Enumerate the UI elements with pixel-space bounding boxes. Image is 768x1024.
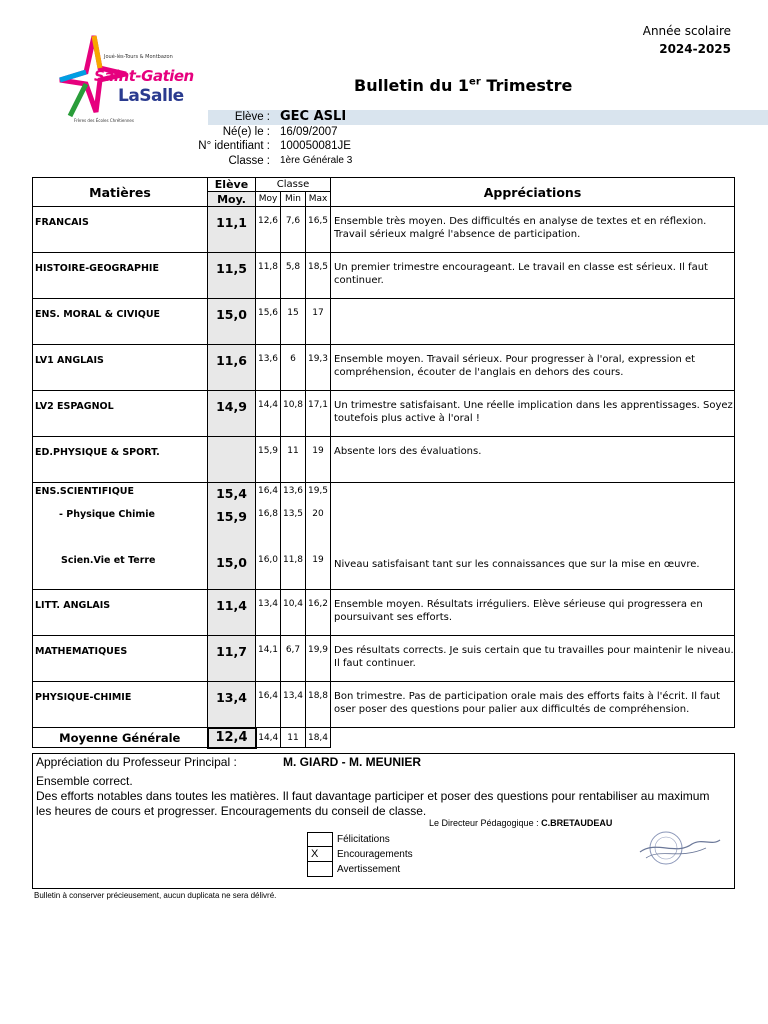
class-min: 10,8 <box>281 391 306 437</box>
header-class-max: Max <box>306 192 331 207</box>
director <box>429 818 612 828</box>
class-min: 11,8 <box>282 555 304 565</box>
student-average: 11,6 <box>208 345 256 391</box>
class-average: 13,6 <box>256 345 281 391</box>
class-max: 19 <box>312 555 324 565</box>
general-class-average: 14,4 <box>256 728 281 748</box>
principal-comment <box>36 774 726 819</box>
signature-stamp-icon <box>636 826 722 870</box>
class-average: 12,6 <box>256 207 281 253</box>
principal-label: Appréciation du Professeur Principal : <box>36 755 237 769</box>
subject-name: ENS. MORAL & CIVIQUE <box>33 299 208 345</box>
student-average: 15,0 <box>216 555 247 570</box>
subject-name: HISTOIRE-GEOGRAPHIE <box>33 253 208 299</box>
class-max: 18,8 <box>306 682 331 728</box>
check-row-encouragements <box>307 847 413 862</box>
class-average: 14,1 <box>256 636 281 682</box>
student-average: 13,4 <box>208 682 256 728</box>
table-row <box>33 590 735 636</box>
class-min: 6 <box>281 345 306 391</box>
class-average: 15,9 <box>256 437 281 483</box>
class-max: 19,5 <box>307 486 329 496</box>
table-row <box>33 391 735 437</box>
class-max: 20 <box>312 509 324 519</box>
student-class: 1ère Générale 3 <box>280 154 353 166</box>
logo-tagline-bottom: Frères des Écoles Chrétiennes <box>74 118 134 123</box>
table-row <box>33 253 735 299</box>
check-box-encouragements: X <box>307 847 333 862</box>
subject-name: PHYSIQUE-CHIMIE <box>33 682 208 728</box>
decision-checks <box>307 832 413 877</box>
subject-name: LITT. ANGLAIS <box>33 590 208 636</box>
general-average-row <box>33 728 735 748</box>
class-min: 15 <box>281 299 306 345</box>
class-min: 5,8 <box>281 253 306 299</box>
student-id-label: N° identifiant : <box>198 140 270 152</box>
table-row-sciences <box>33 483 735 590</box>
subject-name: FRANCAIS <box>33 207 208 253</box>
class-max: 16,2 <box>306 590 331 636</box>
student-birth-row <box>160 125 768 140</box>
check-box-avertissement <box>307 862 333 877</box>
class-average: 15,6 <box>256 299 281 345</box>
subject-name: - Physique Chimie <box>59 509 155 520</box>
class-max: 19,9 <box>306 636 331 682</box>
principal-comment-line: Ensemble correct. <box>36 774 133 788</box>
director-name: C.BRETAUDEAU <box>541 818 613 828</box>
logo-tagline-top: Joué-lès-Tours & Montbazon <box>104 54 173 60</box>
subject-name: ENS.SCIENTIFIQUE <box>35 486 134 497</box>
appreciation: Des résultats corrects. Je suis certain que tu travailles pour maintenir le niveau. Il faut continuer. <box>331 636 735 682</box>
subject-name: ED.PHYSIQUE & SPORT. <box>33 437 208 483</box>
header-classe: Classe <box>256 178 331 192</box>
student-class-row <box>160 154 768 169</box>
student-average: 15,4 <box>216 486 247 501</box>
student-average: 11,4 <box>208 590 256 636</box>
class-max: 17,1 <box>306 391 331 437</box>
student-average: 15,0 <box>208 299 256 345</box>
appreciation: Un premier trimestre encourageant. Le travail en classe est sérieux. Il faut continuer. <box>331 253 735 299</box>
general-average-value: 12,4 <box>208 728 256 748</box>
class-average: 13,4 <box>256 590 281 636</box>
class-average: 16,8 <box>257 509 279 519</box>
class-min: 13,4 <box>281 682 306 728</box>
table-row <box>33 207 735 253</box>
student-id-row <box>160 139 768 154</box>
header-class-moy: Moy <box>256 192 281 207</box>
subject-name: Scien.Vie et Terre <box>61 555 156 566</box>
grades-table <box>32 177 735 749</box>
class-max: 19 <box>306 437 331 483</box>
check-box-felicitations <box>307 832 333 847</box>
class-min: 6,7 <box>281 636 306 682</box>
title-main: Bulletin du 1 <box>354 76 470 95</box>
student-name-label: Elève : <box>234 111 270 123</box>
check-label-avertissement: Avertissement <box>337 864 401 875</box>
logo-name-line2: LaSalle <box>118 86 184 106</box>
school-year-value: 2024-2025 <box>659 42 731 56</box>
school-year <box>643 22 731 58</box>
class-average: 16,4 <box>256 682 281 728</box>
class-max-cell <box>306 483 331 590</box>
subject-name: MATHEMATIQUES <box>33 636 208 682</box>
student-average: 15,9 <box>216 509 247 524</box>
class-min: 13,5 <box>282 509 304 519</box>
principal-names: M. GIARD - M. MEUNIER <box>283 755 421 769</box>
class-min: 7,6 <box>281 207 306 253</box>
page-title <box>354 76 572 95</box>
student-birth-label: Né(e) le : <box>222 125 270 138</box>
general-class-max: 18,4 <box>306 728 331 748</box>
table-row <box>33 682 735 728</box>
class-average-cell <box>256 483 281 590</box>
check-row-felicitations <box>307 832 413 847</box>
student-average: 11,7 <box>208 636 256 682</box>
student-average: 11,1 <box>208 207 256 253</box>
appreciation: Absente lors des évaluations. <box>331 437 735 483</box>
class-min-cell <box>281 483 306 590</box>
subject-name: LV2 ESPAGNOL <box>33 391 208 437</box>
check-row-avertissement <box>307 862 413 877</box>
student-average-cell <box>208 483 256 590</box>
subject-name-cell <box>33 483 208 590</box>
student-info <box>160 110 768 168</box>
appreciation: Bon trimestre. Pas de participation orale mais des efforts faits à l'écrit. Il faut oser poser des questions pour palier aux difficultés de compréhension. <box>331 682 735 728</box>
table-row <box>33 437 735 483</box>
check-label-encouragements: Encouragements <box>337 849 413 860</box>
student-id: 100050081JE <box>280 140 351 152</box>
class-max: 18,5 <box>306 253 331 299</box>
header-appreciations: Appréciations <box>331 178 735 207</box>
class-max: 19,3 <box>306 345 331 391</box>
principal-appreciation-box <box>32 753 735 889</box>
table-row <box>33 636 735 682</box>
class-min: 13,6 <box>282 486 304 496</box>
header-moy: Moy. <box>208 192 256 207</box>
class-max: 17 <box>306 299 331 345</box>
logo-name-line1: Saint-Gatien <box>94 67 194 85</box>
school-year-label: Année scolaire <box>642 24 731 38</box>
school-logo <box>56 32 194 128</box>
class-average: 11,8 <box>256 253 281 299</box>
general-class-min: 11 <box>281 728 306 748</box>
table-row <box>33 345 735 391</box>
title-rest: Trimestre <box>480 76 573 95</box>
class-average: 16,0 <box>257 555 279 565</box>
student-average <box>208 437 256 483</box>
header-eleve: Elève <box>208 178 256 192</box>
student-name: GEC ASLI <box>280 109 347 124</box>
appreciation: Ensemble moyen. Travail sérieux. Pour progresser à l'oral, expression et compréhension, écouter de l'anglais en dehors des cours. <box>331 345 735 391</box>
student-average: 14,9 <box>208 391 256 437</box>
student-birth: 16/09/2007 <box>280 125 338 138</box>
appreciation <box>331 299 735 345</box>
class-average: 14,4 <box>256 391 281 437</box>
appreciation: Un trimestre satisfaisant. Une réelle implication dans les apprentissages. Soyez toutefois plus active à l'oral ! <box>331 391 735 437</box>
subject-name: LV1 ANGLAIS <box>33 345 208 391</box>
appreciation: Ensemble très moyen. Des difficultés en analyse de textes et en réflexion. Travail sérieux malgré l'absence de participation. <box>331 207 735 253</box>
header-row-1 <box>33 178 735 192</box>
footer-note: Bulletin à conserver précieusement, aucun duplicata ne sera délivré. <box>34 891 277 900</box>
class-average: 16,4 <box>257 486 279 496</box>
class-max: 16,5 <box>306 207 331 253</box>
header-class-min: Min <box>281 192 306 207</box>
student-name-row <box>208 110 768 125</box>
director-label: Le Directeur Pédagogique : <box>429 818 539 828</box>
table-row <box>33 299 735 345</box>
title-sup: er <box>469 76 481 88</box>
student-class-label: Classe : <box>228 154 270 167</box>
empty-cell <box>331 728 735 748</box>
principal-comment-line: Des efforts notables dans toutes les matières. Il faut davantage participer et poser des questions pour rentabiliser au maximum les heures de cours et progresser. Encouragements du conseil de classe. <box>36 789 710 818</box>
check-label-felicitations: Félicitations <box>337 834 390 845</box>
header-subjects: Matières <box>33 178 208 207</box>
class-min: 10,4 <box>281 590 306 636</box>
general-average-label: Moyenne Générale <box>33 728 208 748</box>
student-average: 11,5 <box>208 253 256 299</box>
appreciation: Niveau satisfaisant tant sur les connaissances que sur la mise en œuvre. <box>331 483 735 590</box>
class-min: 11 <box>281 437 306 483</box>
appreciation: Ensemble moyen. Résultats irréguliers. Elève sérieuse qui progressera en poursuivant ses efforts. <box>331 590 735 636</box>
